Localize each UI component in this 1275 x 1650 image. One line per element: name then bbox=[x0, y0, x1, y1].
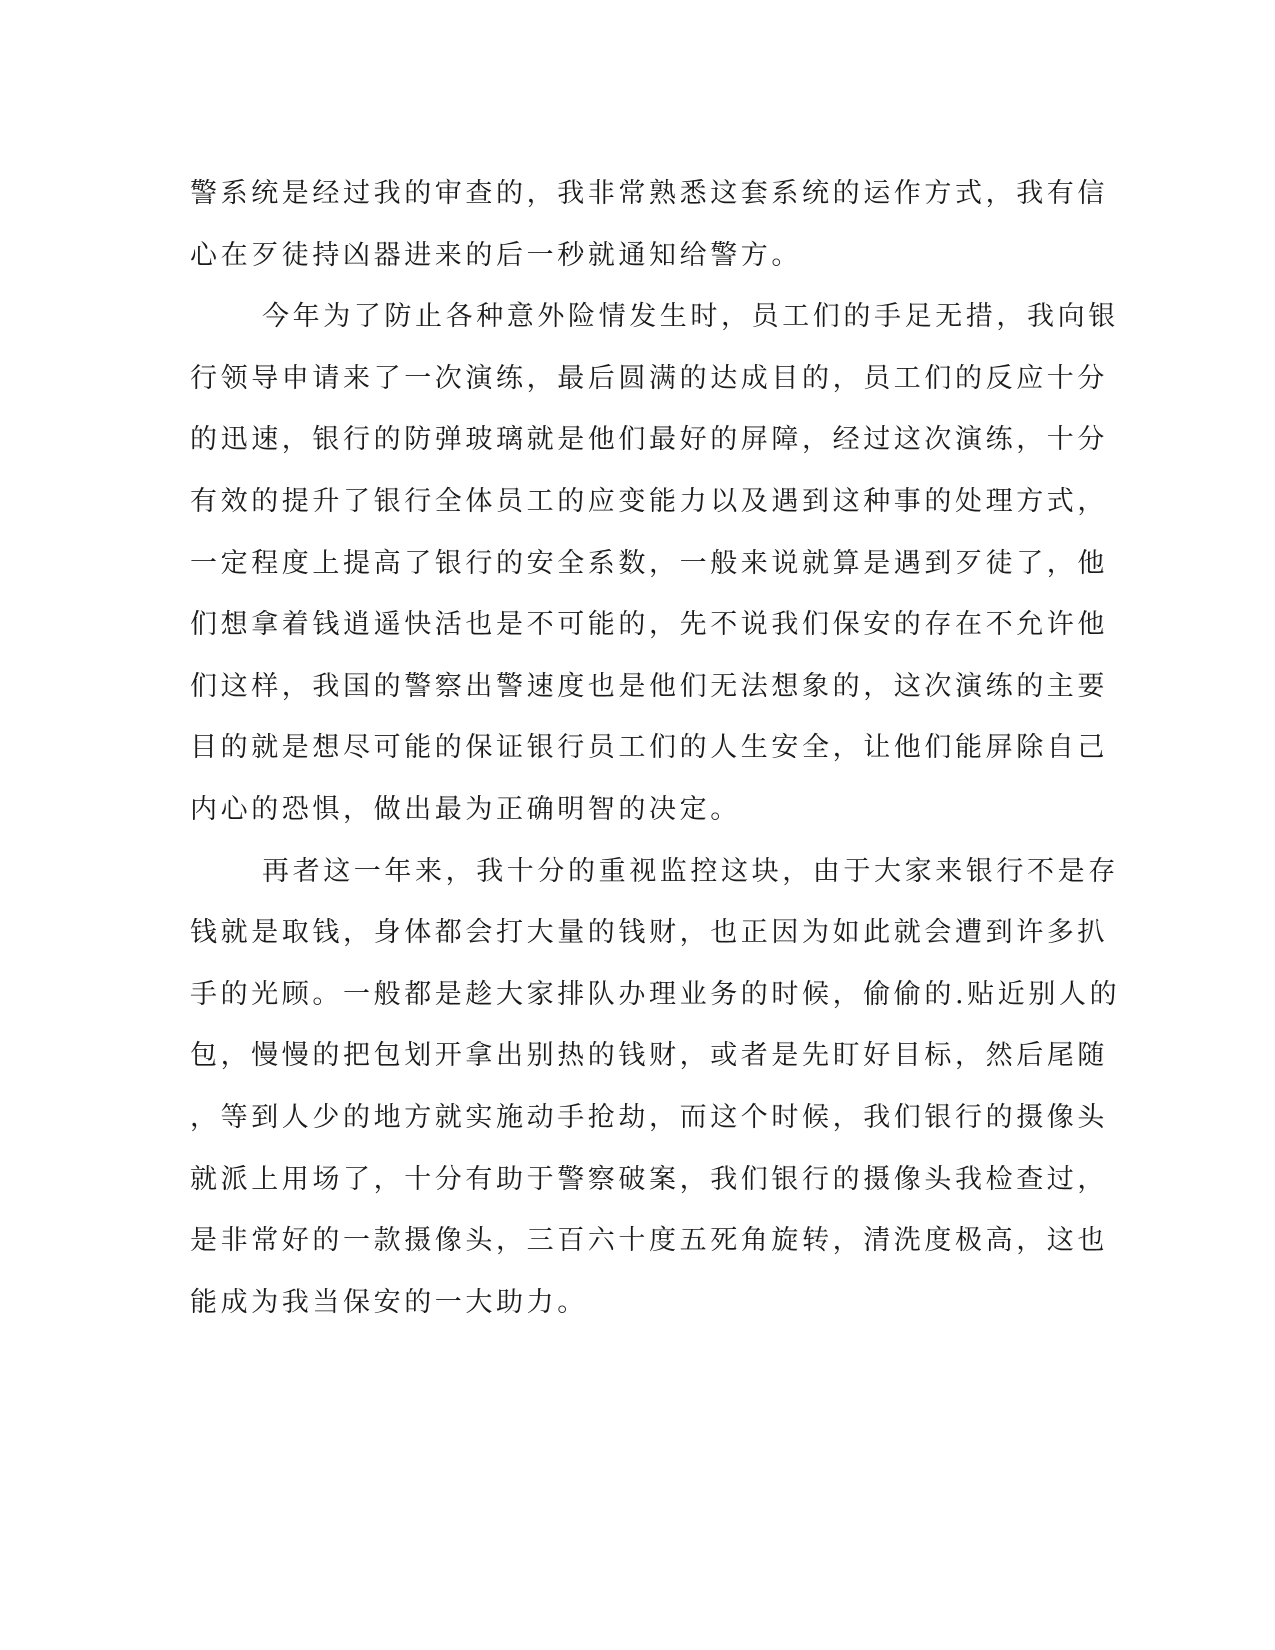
text-line: ，等到人少的地方就实施动手抢劫，而这个时候，我们银行的摄像头 bbox=[190, 1101, 1108, 1133]
text-line: 能成为我当保安的一大助力。 bbox=[190, 1286, 588, 1318]
text-line: 目的就是想尽可能的保证银行员工们的人生安全，让他们能屏除自己 bbox=[190, 732, 1108, 764]
text-line: 们想拿着钱逍遥快活也是不可能的，先不说我们保安的存在不允许他 bbox=[190, 609, 1108, 641]
text-line: 一定程度上提高了银行的安全系数，一般来说就算是遇到歹徒了，他 bbox=[190, 547, 1108, 579]
text-line: 再者这一年来，我十分的重视监控这块，由于大家来银行不是存 bbox=[262, 855, 1119, 887]
paragraph-surveillance bbox=[190, 841, 1121, 1334]
text-line: 今年为了防止各种意外险情发生时，员工们的手足无措，我向银 bbox=[262, 301, 1119, 333]
paragraph-alarm-system bbox=[190, 163, 1108, 286]
text-line: 的迅速，银行的防弹玻璃就是他们最好的屏障，经过这次演练，十分 bbox=[190, 424, 1108, 456]
text-line: 警系统是经过我的审查的，我非常熟悉这套系统的运作方式，我有信 bbox=[190, 178, 1108, 209]
text-line: 钱就是取钱，身体都会打大量的钱财，也正因为如此就会遭到许多扒 bbox=[190, 917, 1108, 949]
document-body bbox=[190, 163, 1121, 1333]
text-line: 包，慢慢的把包划开拿出别热的钱财，或者是先盯好目标，然后尾随 bbox=[190, 1040, 1108, 1072]
text-line: 是非常好的一款摄像头，三百六十度五死角旋转，清洗度极高，这也 bbox=[190, 1225, 1108, 1257]
text-line: 就派上用场了，十分有助于警察破案，我们银行的摄像头我检查过， bbox=[190, 1163, 1108, 1195]
paragraph-drill bbox=[190, 286, 1119, 840]
text-line: 们这样，我国的警察出警速度也是他们无法想象的，这次演练的主要 bbox=[190, 670, 1108, 702]
text-line: 行领导申请来了一次演练，最后圆满的达成目的，员工们的反应十分 bbox=[190, 362, 1108, 394]
text-line: 内心的恐惧，做出最为正确明智的决定。 bbox=[190, 793, 741, 825]
text-line: 手的光顾。一般都是趁大家排队办理业务的时候，偷偷的.贴近别人的 bbox=[190, 978, 1121, 1010]
text-line: 有效的提升了银行全体员工的应变能力以及遇到这种事的处理方式， bbox=[190, 485, 1108, 517]
text-line: 心在歹徒持凶器进来的后一秒就通知给警方。 bbox=[190, 239, 802, 271]
